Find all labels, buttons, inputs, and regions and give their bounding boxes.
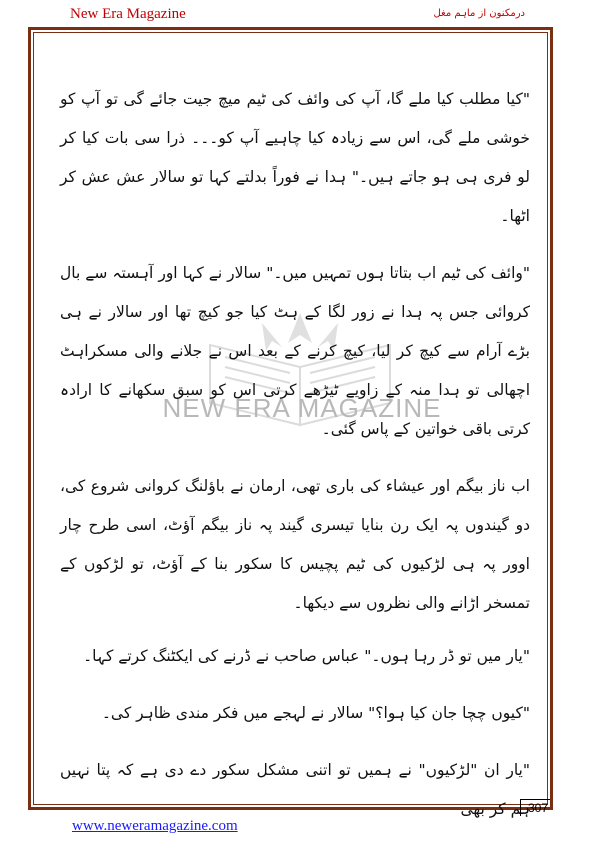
paragraph: اب ناز بیگم اور عیشاء کی باری تھی، ارمان نے باؤلنگ کروانی شروع کی، دو گیندوں پہ ایک رن بنایا تیسری گیند پہ ناز بیگم آؤٹ، اسی طرح چار اوور پہ ہی لڑکیوں کی ٹیم پچیس کا سکور بنا کے آؤٹ، تو لڑکوں کے تمسخر اڑانے والی نظروں سے دیکھا۔	[60, 477, 530, 612]
paragraph: "یار ان "لڑکیوں" نے ہمیں تو اتنی مشکل سکور دے دی ہے کہ پتا نہیں ہم کر بھی	[60, 761, 530, 818]
story-title: درمکنون از ماہم مغل	[433, 8, 525, 19]
magazine-name: New Era Magazine	[70, 6, 186, 22]
paragraph: "وائف کی ٹیم اب بتاتا ہوں تمہیں میں۔" سالار نے کہا اور آہستہ سے بال کروائی جس پہ ہدا نے زور لگا کے ہٹ کیا جو کیچ تھا اور سالار نے ہی بڑے آرام سے کیچ کر لیا، کیچ کرنے کے بعد اس نے جلانے والی مسکراہٹ اچھالی تو ہدا منہ کے زاویے ٹیڑھے کرتی اس کو سبق سکھانے کا ارادہ کرتی باقی خواتین کے پاس گئی۔	[60, 264, 530, 438]
paragraph: "کیوں چچا جان کیا ہوا؟" سالار نے لہجے میں فکر مندی ظاہر کی۔	[101, 704, 530, 722]
article-body	[60, 80, 530, 847]
watermark-text: NEW ERA MAGAZINE	[162, 393, 442, 423]
paragraph: "یار میں تو ڈر رہا ہوں۔" عباس صاحب نے ڈرنے کی ایکٹنگ کرتے کہا۔	[83, 647, 530, 665]
paragraph: "کیا مطلب کیا ملے گا، آپ کی وائف کی ٹیم میچ جیت جائے گی تو آپ کو خوشی ملے گی، اس سے زیادہ کیا چاہیے آپ کو۔۔۔ ذرا سی بات کیا کر لو فری ہی ہو جاتے ہیں۔" ہدا نے فوراً بدلتے کہا تو سالار عش عش کر اٹھا۔	[60, 90, 530, 225]
page-number: 307	[520, 799, 550, 816]
website-link[interactable]: www.neweramagazine.com	[72, 818, 238, 834]
